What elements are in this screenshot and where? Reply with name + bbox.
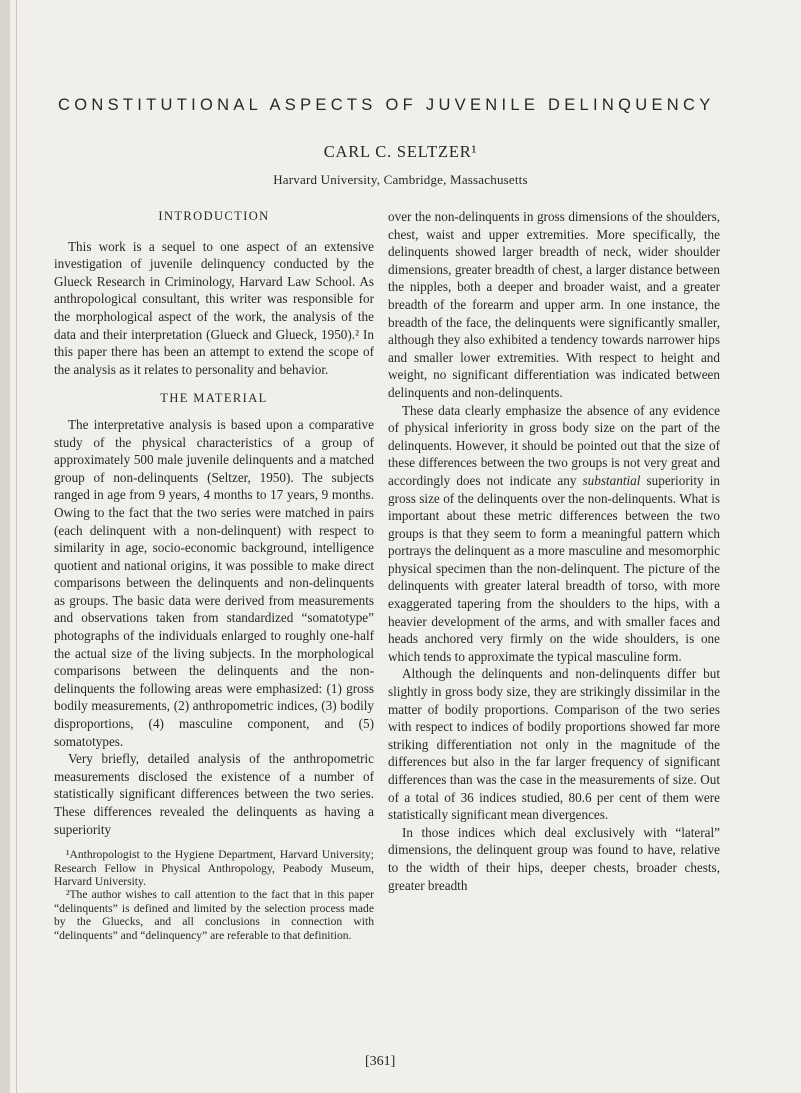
footnote-1: ¹Anthropologist to the Hygiene Department, Harvard University; Research Fellow in Physical Anthropology, Peabody Museum, Harvard University. — [54, 848, 374, 888]
author-affiliation: Harvard University, Cambridge, Massachusetts — [273, 172, 528, 187]
material-paragraph-2: Very briefly, detailed analysis of the anthropometric measurements disclosed the existence of a number of statistically significant differences between the two series. These differences revealed the delinquents as having a superiority — [54, 751, 374, 837]
right-paragraph-2-text-a: These data clearly emphasize the absence of any evidence of physical inferiority in gross body size on the part of the delinquents. However, it should be pointed out that the size of these differences between the two groups is not very great and accordingly does not indicate any — [388, 402, 720, 488]
right-column — [388, 208, 720, 894]
article-title: CONSTITUTIONAL ASPECTS OF JUVENILE DELINQUENCY — [58, 96, 715, 114]
section-heading-introduction: INTRODUCTION — [158, 209, 270, 223]
footnotes — [54, 848, 374, 942]
footnote-2: ²The author wishes to call attention to the fact that in this paper “delinquents” is defined and limited by the selection process made by the Gluecks, and all conclusions in connection with “delinquents” and “delinquency” are referable to that definition. — [54, 888, 374, 942]
right-paragraph-2 — [388, 402, 720, 666]
right-paragraph-4: In those indices which deal exclusively with “lateral” dimensions, the delinquent group was found to have, relative to the width of their hips, deeper chests, broader chests, greater breadth — [388, 824, 720, 893]
right-paragraph-1: over the non-delinquents in gross dimensions of the shoulders, chest, waist and upper extremities. More specifically, the delinquents showed larger breadth of neck, wider shoulder dimensions, greater breadth of chest, a larger distance between the nipples, both a deeper and broader waist, and a greater breadth of the forearm and upper arm. In one instance, the breadth of the face, the delinquents were significantly smaller, although they also exhibited a tendency towards narrower hips and smaller lower extremities. With respect to height and weight, no significant differentiation was indicated between delinquents and non-delinquents. — [388, 209, 720, 400]
author-name: CARL C. SELTZER¹ — [323, 142, 478, 161]
right-paragraph-3: Although the delinquents and non-delinquents differ but slightly in gross body size, they are strikingly dissimilar in the matter of bodily proportions. Comparison of the two series with respect to indices of bodily proportions showed far more striking differentiation not only in the magnitude of the differences but also in the far larger frequency of significant differences than was the case in the measurements of size. Out of a total of 36 indices studied, 80.6 per cent of them were statistically significant mean divergences. — [388, 666, 720, 823]
left-column — [54, 208, 374, 942]
right-paragraph-2-text-b: superiority in gross size of the delinquents over the non-delinquents. What is important about these metric differences between the two groups is that they seem to form a meaningful pattern which portrays the delinquent as a more masculine and mesomorphic physical specimen than the non-delinquent. The picture of the delinquents with greater lateral breadth of torso, with more exaggerated tapering from the shoulders to the hips, with a heavier development of the arms, and with smaller faces and heads anchored very firmly on the wide shoulders, is one which tends to approximate the typical masculine form. — [388, 472, 720, 664]
emphasis-substantial: substantial — [582, 472, 641, 488]
section-heading-material: THE MATERIAL — [160, 391, 268, 406]
page-binding-edge — [0, 0, 10, 1093]
material-paragraph-1: The interpretative analysis is based upon a comparative study of the physical characteristics of a group of approximately 500 male juvenile delinquents and a matched group of non-delinquents (Seltzer, 1950). The subjects ranged in age from 9 years, 4 months to 17 years, 9 months. Owing to the fact that the two series were matched in pairs (each delinquent with a non-delinquent) with respect to similarity in age, socio-economic background, intelligence quotient and national origins, it was possible to make direct comparisons between the delinquents and non-delinquents as groups. The basic data were derived from measurements and observations taken from standardized “somatotype” photographs of the individuals enlarged to roughly one-half the actual size of the living subjects. In the morphological comparisons between the delinquents and the non-delinquents the following areas were emphasized: (1) gross bodily measurements, (2) anthropometric indices, (3) bodily disproportions, (4) masculine component, and (5) somatotypes. — [54, 416, 374, 749]
page-number: [361] — [365, 1054, 396, 1069]
introduction-paragraph: This work is a sequel to one aspect of an extensive investigation of juvenile delinquency conducted by the Glueck Research in Criminology, Harvard Law School. As anthropological consultant, this writer was responsible for the morphological aspect of the work, the analysis of the data and their interpretation (Glueck and Glueck, 1950).² In this paper there has been an attempt to extend the scope of the analysis as it relates to personality and behavior. — [54, 238, 374, 377]
